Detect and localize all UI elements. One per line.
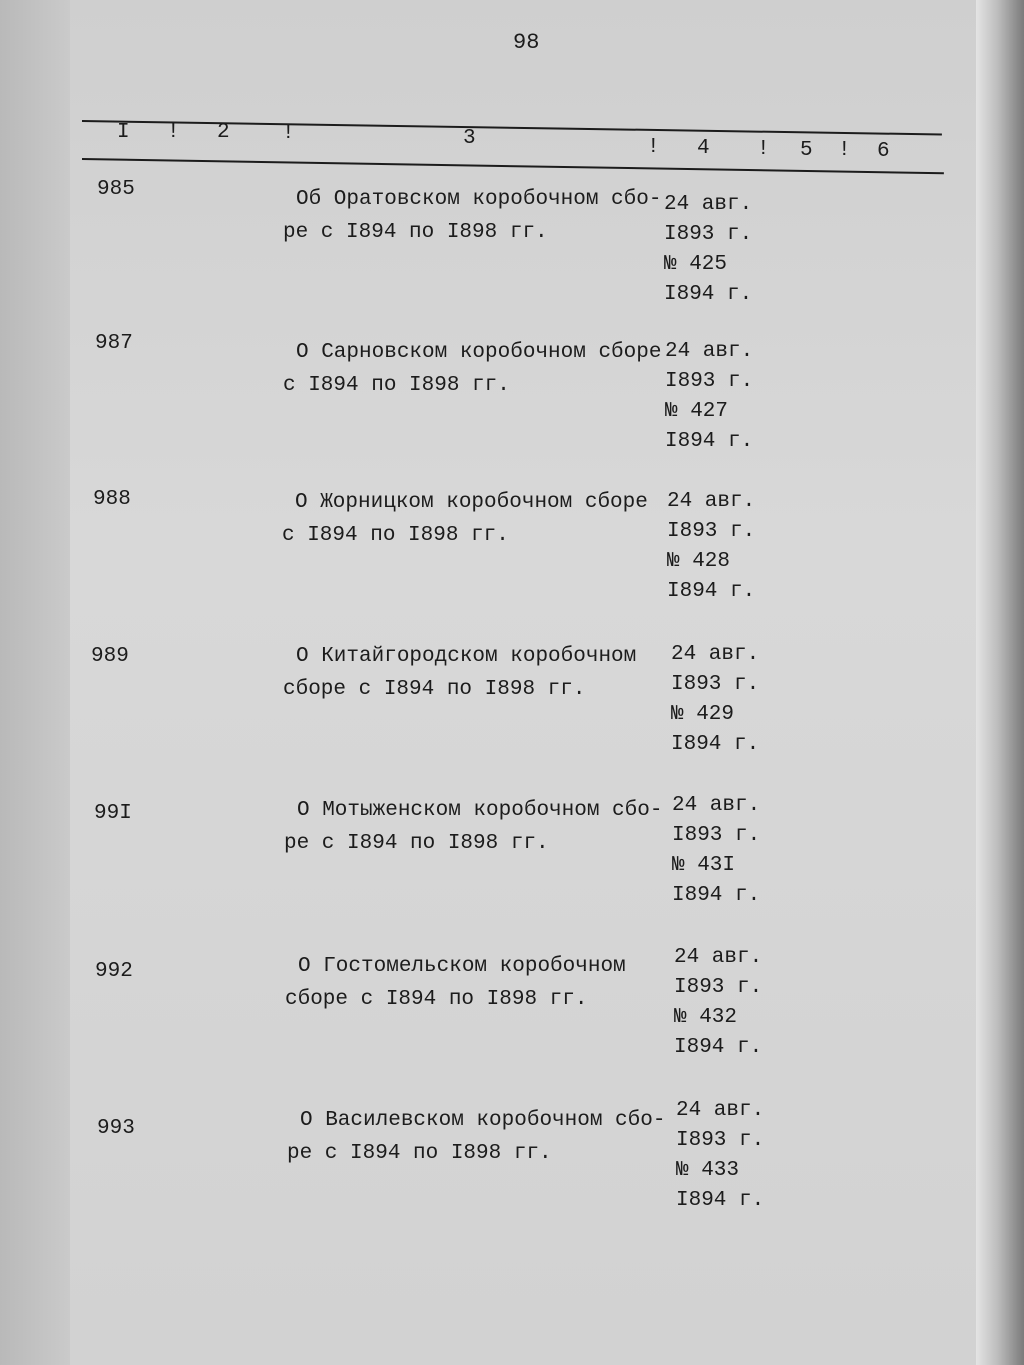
description-line: О Сарновском коробочном сборе: [296, 341, 662, 364]
header-separator: !: [838, 139, 851, 162]
date-line: I893 г.: [674, 976, 763, 999]
entry-description: [283, 640, 636, 706]
date-line: № 433: [676, 1159, 740, 1182]
header-top-rule: [82, 120, 942, 136]
entry-description: [284, 794, 662, 860]
description-line: с I894 по I898 гг.: [283, 374, 510, 397]
date-line: 24 авг.: [664, 193, 753, 216]
header-col-2: 2: [217, 121, 230, 144]
date-line: 24 авг.: [672, 794, 761, 817]
date-line: 24 авг.: [674, 946, 763, 969]
entry-description: [283, 336, 661, 402]
date-line: I894 г.: [676, 1189, 765, 1212]
date-line: № 43I: [672, 854, 736, 877]
page-edge: [976, 0, 1024, 1365]
description-line: сборе с I894 по I898 гг.: [283, 678, 586, 701]
description-line: О Василевском коробочном сбо-: [300, 1109, 666, 1132]
date-line: I894 г.: [667, 580, 756, 603]
entry-number: 992: [95, 960, 133, 983]
date-line: № 425: [664, 253, 728, 276]
date-line: I894 г.: [671, 733, 760, 756]
description-line: с I894 по I898 гг.: [282, 524, 509, 547]
date-line: № 428: [667, 550, 731, 573]
date-line: I893 г.: [671, 673, 760, 696]
description-line: О Китайгородском коробочном: [296, 645, 637, 668]
header-separator: !: [757, 138, 770, 161]
binding-shadow: [0, 0, 70, 1365]
entry-description: [285, 950, 626, 1016]
header-col-4: 4: [697, 137, 710, 160]
entry-number: 99I: [94, 802, 132, 825]
description-line: О Жорницком коробочном сборе: [295, 491, 648, 514]
entry-description: [282, 486, 648, 552]
date-line: I894 г.: [674, 1036, 763, 1059]
description-line: О Мотыженском коробочном сбо-: [297, 799, 663, 822]
entry-date: [672, 791, 760, 911]
date-line: № 429: [671, 703, 735, 726]
entry-date: [665, 337, 753, 457]
entry-number: 993: [97, 1117, 135, 1140]
date-line: № 432: [674, 1006, 738, 1029]
date-line: I893 г.: [676, 1129, 765, 1152]
header-separator: !: [282, 122, 295, 145]
date-line: I893 г.: [665, 370, 754, 393]
header-col-1: I: [117, 121, 130, 144]
date-line: I894 г.: [672, 884, 761, 907]
header-separator: !: [167, 121, 180, 144]
entry-description: [287, 1104, 665, 1170]
date-line: I893 г.: [664, 223, 753, 246]
description-line: О Гостомельском коробочном: [298, 955, 626, 978]
header-separator: !: [647, 136, 660, 159]
date-line: I894 г.: [664, 283, 753, 306]
description-line: ре с I894 по I898 гг.: [283, 221, 548, 244]
date-line: I893 г.: [667, 520, 756, 543]
header-bottom-rule: [82, 158, 944, 174]
entry-number: 989: [91, 645, 129, 668]
entry-description: [283, 183, 661, 249]
page-number: 98: [513, 30, 540, 55]
date-line: 24 авг.: [665, 340, 754, 363]
description-line: ре с I894 по I898 гг.: [287, 1142, 552, 1165]
date-line: 24 авг.: [667, 490, 756, 513]
entry-date: [676, 1096, 764, 1216]
description-line: Об Оратовском коробочном сбо-: [296, 188, 662, 211]
entry-date: [674, 943, 762, 1063]
entry-number: 988: [93, 488, 131, 511]
description-line: ре с I894 по I898 гг.: [284, 832, 549, 855]
header-col-6: 6: [877, 140, 890, 163]
date-line: № 427: [665, 400, 729, 423]
header-col-5: 5: [800, 139, 813, 162]
description-line: сборе с I894 по I898 гг.: [285, 988, 588, 1011]
entry-number: 987: [95, 332, 133, 355]
entry-number: 985: [97, 178, 135, 201]
entry-date: [667, 487, 755, 607]
date-line: 24 авг.: [676, 1099, 765, 1122]
date-line: I893 г.: [672, 824, 761, 847]
header-col-3: 3: [463, 127, 476, 150]
date-line: 24 авг.: [671, 643, 760, 666]
entry-date: [671, 640, 759, 760]
date-line: I894 г.: [665, 430, 754, 453]
entry-date: [664, 190, 752, 310]
